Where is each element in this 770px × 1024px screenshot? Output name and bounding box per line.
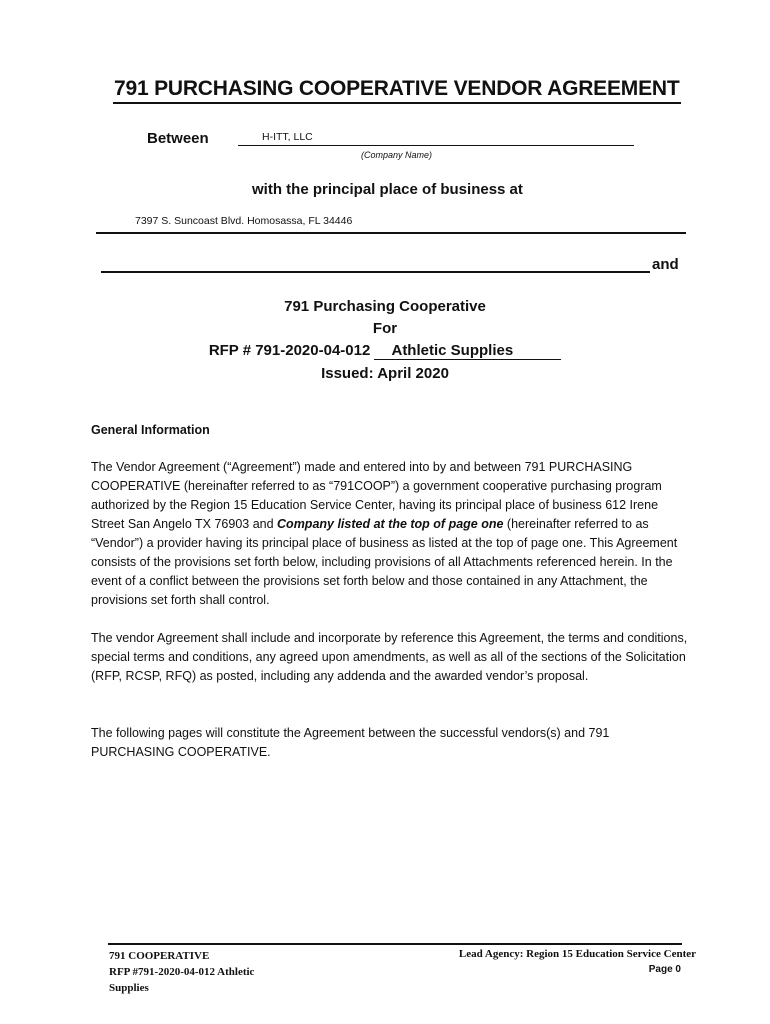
section-heading: General Information [91, 423, 210, 437]
address-underline-second [101, 271, 650, 273]
footer-divider [108, 943, 682, 945]
paragraph-text: (hereinafter referred to as “Vendor”) a provider having its principal place of business as listed at the top of page one. This Agreement consists of the provisions set forth below, including provisions of all Attachments referenced herein. In the event of a conflict between the provisions set forth below and those contained in any Attachment, the provisions set forth shall control. [91, 517, 678, 607]
rfp-subject: Athletic Supplies [374, 342, 561, 360]
page-title: 791 PURCHASING COOPERATIVE VENDOR AGREEMENT [113, 76, 681, 104]
for-label: For [372, 320, 398, 337]
footer-lead-agency: Lead Agency: Region 15 Education Service Center [458, 948, 696, 960]
footer-coop-name: 791 COOPERATIVE [109, 950, 210, 962]
address-underline [96, 232, 686, 234]
page-number: Page 0 [648, 964, 681, 975]
address-field[interactable]: 7397 S. Suncoast Blvd. Homosassa, FL 34446 [135, 215, 353, 227]
paragraph-text: The Vendor Agreement (“Agreement”) made and entered into by and between 791 PURCHASING COOPERATIVE (hereinafter referred to as “791COOP”) a government cooperative purchasing program authorized by the Region 15 Education Service Center, having its principal place of business 612 Irene Street San Angelo TX 76903 and [91, 460, 662, 531]
footer-left [109, 948, 254, 996]
emphasis-text: Company listed at the top of page one [277, 517, 504, 531]
paragraph-agreement-intro [91, 458, 691, 610]
company-name-caption: (Company Name) [361, 150, 433, 160]
and-label: and [652, 256, 679, 273]
coop-name: 791 Purchasing Cooperative [284, 298, 486, 315]
rfp-number: RFP # 791-2020-04-012 [208, 342, 371, 359]
between-label: Between [147, 130, 209, 147]
footer-rfp-cont: Supplies [109, 982, 149, 994]
paragraph-following-pages: The following pages will constitute the Agreement between the successful vendors(s) and 791 PURCHASING COOPERATIVE. [91, 726, 610, 759]
issued-date: Issued: April 2020 [321, 365, 449, 382]
footer-rfp: RFP #791-2020-04-012 Athletic [109, 966, 255, 978]
principal-place-heading: with the principal place of business at [252, 181, 523, 198]
company-name-field[interactable]: H-ITT, LLC [262, 131, 313, 143]
paragraph-incorporation: The vendor Agreement shall include and incorporate by reference this Agreement, the terms and conditions, special terms and conditions, any agreed upon amendments, as well as all of the sections of the Solicitation (RFP, RCSP, RFQ) as posted, including any addenda and the awarded vendor’s proposal. [91, 631, 688, 683]
rfp-line [0, 342, 770, 360]
company-name-underline [238, 145, 634, 146]
